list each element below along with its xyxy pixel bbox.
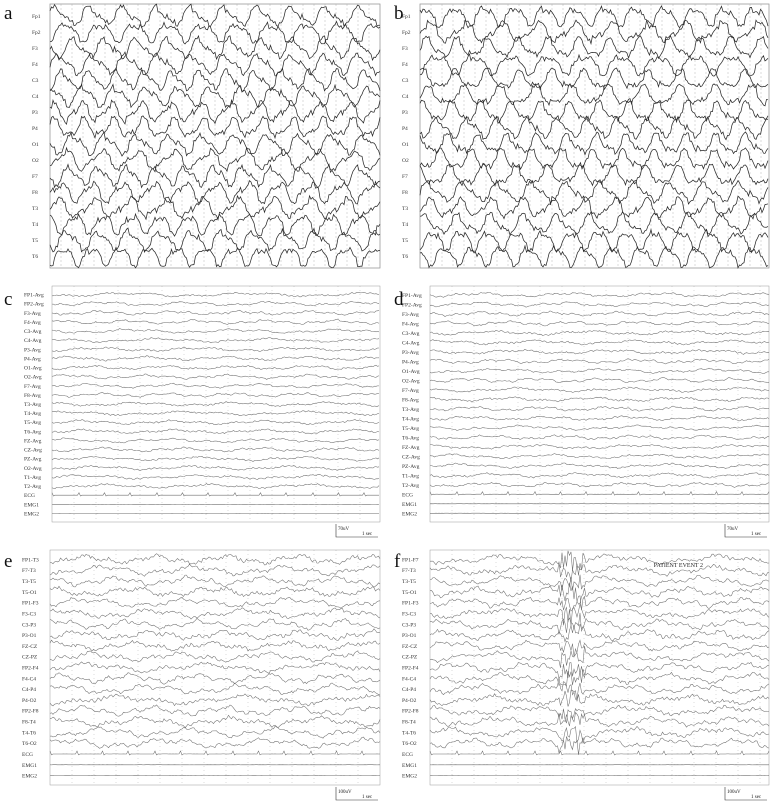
eeg-traces-c	[22, 284, 384, 540]
channel-label: F4	[32, 62, 38, 68]
channel-label: Fp2	[402, 30, 411, 36]
channel-label: C4	[402, 94, 409, 100]
channel-label: P4-Avg	[402, 359, 419, 366]
channel-label: Fp2	[32, 30, 41, 36]
channel-label: P3-O1	[402, 633, 417, 640]
channel-label: F7	[402, 174, 408, 180]
channel-label: FP2-F8	[402, 708, 419, 715]
channel-label: F8-T4	[22, 719, 36, 726]
channel-label: O2-Avg	[24, 465, 42, 472]
channel-label: T3-T5	[402, 579, 417, 586]
eeg-trace	[52, 292, 379, 297]
eeg-trace	[50, 662, 380, 673]
channel-label: C3-P3	[22, 622, 37, 629]
eeg-trace	[420, 6, 768, 28]
plot-frame	[430, 286, 769, 522]
eeg-trace	[430, 736, 769, 755]
channel-label: F3	[402, 46, 408, 52]
channel-label: FZ-Avg	[402, 444, 420, 451]
channel-label: FP1-F7	[402, 557, 419, 564]
channel-label: CZ-Avg	[24, 447, 42, 454]
eeg-trace	[52, 456, 379, 461]
channel-label: CZ-PZ	[22, 654, 38, 661]
eeg-trace	[52, 411, 379, 416]
channel-label: FP2-F4	[22, 665, 39, 672]
eeg-trace	[430, 340, 769, 345]
panel-letter-d: d	[394, 289, 404, 310]
channel-label: T2-Avg	[24, 484, 42, 491]
eeg-trace	[430, 640, 769, 656]
eeg-trace	[430, 350, 769, 355]
eeg-trace	[430, 751, 769, 755]
eeg-trace	[420, 36, 768, 58]
eeg-trace	[50, 586, 380, 596]
channel-label: T3-Avg	[402, 406, 420, 413]
channel-label: C4-P4	[22, 687, 37, 694]
channel-label: FP1-F3	[22, 600, 39, 607]
channel-label: Fp1	[402, 14, 411, 20]
eeg-traces-f	[400, 548, 773, 803]
channel-label: F8	[32, 190, 38, 196]
eeg-trace	[52, 402, 379, 407]
channel-label: T5-O1	[402, 589, 417, 596]
channel-label: PZ-Avg	[402, 463, 420, 470]
channel-label: F7	[32, 174, 38, 180]
eeg-panel-b	[392, 0, 777, 274]
channel-label: F8-T4	[402, 719, 416, 726]
eeg-trace	[430, 473, 769, 478]
channel-label: C4	[32, 94, 39, 100]
eeg-trace	[430, 463, 769, 469]
eeg-trace	[420, 54, 768, 76]
channel-label: T4-Avg	[402, 416, 420, 423]
channel-label: C4-Avg	[402, 340, 420, 347]
eeg-trace	[420, 196, 768, 219]
channel-label: F3	[32, 46, 38, 52]
channel-label: F3-C3	[402, 611, 417, 618]
eeg-trace	[50, 575, 380, 587]
channel-label: ECG	[24, 493, 35, 500]
eeg-trace	[50, 673, 380, 685]
channel-label: C3-Avg	[24, 329, 42, 336]
eeg-trace	[430, 482, 769, 487]
eeg-trace	[50, 751, 380, 755]
channel-label: O2	[402, 158, 409, 164]
eeg-trace	[50, 4, 380, 27]
channel-label: F3-C3	[22, 611, 37, 618]
channel-label: FZ-Avg	[24, 438, 42, 445]
eeg-trace	[50, 608, 380, 619]
channel-label: T4	[402, 222, 409, 228]
eeg-trace	[430, 397, 769, 402]
channel-label: C4-P4	[402, 687, 417, 694]
eeg-trace	[430, 387, 769, 393]
channel-label: O1	[32, 142, 39, 148]
eeg-trace	[52, 337, 379, 342]
scale-bar-amplitude: 70uV	[338, 527, 350, 532]
channel-label: T6-O2	[402, 741, 417, 748]
channel-label: O1-Avg	[402, 368, 420, 375]
eeg-panel-c	[0, 282, 386, 540]
channel-label: T5-Avg	[24, 420, 42, 427]
eeg-trace	[52, 347, 379, 352]
eeg-trace	[430, 368, 769, 373]
eeg-trace	[52, 356, 379, 362]
eeg-trace	[430, 454, 769, 459]
channel-label: F8-Avg	[402, 397, 419, 404]
channel-label: FP1-T3	[22, 557, 39, 564]
channel-label: F7-Avg	[402, 387, 419, 394]
channel-label: O1	[402, 142, 409, 148]
channel-label: EMG2	[402, 511, 417, 518]
channel-label: FP1-Avg	[402, 292, 422, 299]
eeg-trace	[52, 465, 379, 470]
eeg-trace	[430, 492, 769, 496]
channel-label: T5	[32, 238, 39, 244]
eeg-trace	[430, 705, 769, 723]
channel-label: T6	[402, 254, 409, 260]
channel-label: Fp1	[32, 14, 41, 20]
eeg-trace	[52, 329, 379, 334]
eeg-trace	[430, 435, 769, 440]
eeg-trace	[430, 662, 769, 678]
channel-label: EMG2	[402, 773, 417, 780]
eeg-trace	[52, 310, 379, 315]
channel-label: T1-Avg	[402, 473, 420, 480]
channel-label: ECG	[402, 492, 413, 499]
panel-letter-f: f	[394, 551, 401, 572]
channel-label: T2-Avg	[402, 482, 420, 489]
panel-letter-e: e	[4, 551, 13, 572]
eeg-trace	[50, 618, 380, 630]
channel-label: P3-O1	[22, 633, 37, 640]
channel-label: FP1-Avg	[24, 292, 44, 299]
channel-label: O2	[32, 158, 39, 164]
channel-label: P4	[402, 126, 408, 132]
channel-label: F4	[402, 62, 408, 68]
scale-bar-amplitude: 70uV	[727, 527, 739, 532]
eeg-trace	[420, 148, 768, 169]
channel-label: T3-T5	[22, 579, 37, 586]
channel-label: F7-T3	[22, 568, 36, 575]
eeg-trace	[50, 554, 380, 565]
channel-label: ECG	[22, 751, 33, 758]
eeg-trace	[420, 164, 768, 186]
eeg-trace	[420, 68, 768, 89]
eeg-trace	[430, 292, 769, 297]
channel-label: FZ-CZ	[402, 643, 418, 650]
panel-letter-b: b	[394, 3, 404, 24]
channel-label: T6-Avg	[402, 435, 420, 442]
channel-label: P3-Avg	[402, 349, 419, 356]
eeg-trace	[430, 425, 769, 431]
eeg-trace	[52, 301, 379, 306]
eeg-trace	[430, 302, 769, 307]
panel-letter-c: c	[4, 289, 13, 310]
channel-label: T3	[402, 206, 409, 212]
eeg-trace	[430, 562, 769, 582]
eeg-trace	[430, 726, 769, 743]
channel-label: T5	[402, 238, 409, 244]
eeg-trace	[430, 311, 769, 317]
scale-bar-amplitude: 100uV	[338, 790, 352, 795]
eeg-trace	[430, 444, 769, 449]
eeg-panel-d	[392, 282, 777, 540]
panel-letter-a: a	[4, 3, 13, 24]
eeg-trace	[430, 330, 769, 335]
eeg-traces-a	[30, 2, 384, 270]
channel-label: EMG2	[22, 773, 37, 780]
eeg-trace	[50, 651, 380, 662]
eeg-trace	[50, 726, 380, 738]
eeg-trace	[52, 429, 379, 434]
channel-label: P3-Avg	[24, 347, 41, 354]
eeg-traces-d	[400, 284, 773, 540]
eeg-trace	[50, 629, 380, 641]
channel-label: FZ-CZ	[22, 643, 38, 650]
channel-label: F4-C4	[22, 676, 37, 683]
channel-label: EMG1	[22, 762, 37, 769]
eeg-trace	[52, 420, 379, 425]
eeg-trace	[420, 116, 768, 140]
channel-label: O2-Avg	[24, 374, 42, 381]
eeg-trace	[52, 374, 379, 380]
eeg-panel-a	[0, 0, 386, 274]
eeg-traces-e	[20, 548, 384, 803]
eeg-trace	[52, 447, 379, 452]
channel-label: T3-Avg	[24, 402, 42, 408]
channel-label: F4-C4	[402, 676, 417, 683]
channel-label: F3-Avg	[402, 311, 419, 318]
eeg-trace	[50, 737, 380, 748]
channel-label: EMG1	[402, 501, 417, 508]
scale-bar-time: 1 sec	[751, 795, 762, 800]
eeg-trace	[420, 100, 768, 122]
eeg-trace	[50, 694, 380, 706]
channel-label: P3	[32, 110, 38, 116]
channel-label: EMG2	[24, 511, 39, 518]
eeg-trace	[420, 181, 768, 205]
scale-bar-time: 1 sec	[751, 532, 762, 537]
eeg-trace	[52, 383, 379, 388]
eeg-trace	[52, 493, 379, 496]
scale-bar-time: 1 sec	[362, 532, 373, 537]
channel-label: C3-P3	[402, 622, 417, 629]
eeg-trace	[430, 551, 769, 571]
channel-label: CZ-PZ	[402, 654, 418, 661]
eeg-trace	[430, 321, 769, 326]
channel-label: T6-O2	[22, 741, 37, 748]
eeg-trace	[430, 575, 769, 591]
channel-label: T6-Avg	[24, 429, 42, 436]
eeg-trace	[52, 438, 379, 443]
channel-label: C3	[32, 78, 39, 84]
channel-label: F4-Avg	[402, 321, 419, 328]
eeg-trace	[430, 406, 769, 411]
channel-label: P3	[402, 110, 408, 116]
event-annotation: PATIENT EVENT 2	[653, 562, 703, 569]
eeg-trace	[50, 564, 380, 576]
eeg-trace	[50, 683, 380, 695]
channel-label: EMG1	[402, 762, 417, 769]
eeg-trace	[52, 365, 379, 370]
eeg-trace	[52, 484, 379, 489]
channel-label: P4-O2	[402, 697, 417, 704]
channel-label: PZ-Avg	[24, 456, 42, 463]
channel-label: F8-Avg	[24, 392, 41, 399]
eeg-trace	[420, 20, 768, 43]
channel-label: P4-Avg	[24, 356, 41, 363]
scale-bar-time: 1 sec	[362, 795, 373, 800]
channel-label: FP2-Avg	[402, 302, 422, 309]
channel-label: O1-Avg	[24, 365, 42, 372]
eeg-trace	[50, 597, 380, 608]
eeg-trace	[430, 596, 769, 611]
channel-label: ECG	[402, 751, 413, 758]
eeg-panel-e	[0, 546, 386, 803]
channel-label: F8	[402, 190, 408, 196]
channel-label: C3-Avg	[402, 330, 420, 337]
channel-label: FP2-F8	[22, 708, 39, 715]
channel-label: T4-Avg	[24, 411, 42, 418]
channel-label: O2-Avg	[402, 378, 420, 385]
eeg-trace	[52, 393, 379, 398]
channel-label: T1-Avg	[24, 474, 42, 481]
eeg-traces-b	[400, 2, 773, 270]
channel-label: FP2-Avg	[24, 301, 44, 308]
channel-label: CZ-Avg	[402, 454, 420, 461]
channel-label: EMG1	[24, 502, 39, 509]
eeg-trace	[430, 712, 769, 727]
eeg-trace	[50, 640, 380, 651]
eeg-trace	[430, 583, 769, 605]
channel-label: F4-Avg	[24, 319, 41, 326]
channel-label: T5-O1	[22, 589, 37, 596]
channel-label: F7-T3	[402, 568, 416, 575]
eeg-trace	[420, 230, 768, 252]
channel-label: T6	[32, 254, 39, 260]
eeg-trace	[430, 378, 769, 383]
channel-label: T4	[32, 222, 39, 228]
eeg-trace	[50, 68, 380, 91]
scale-bar-amplitude: 100uV	[727, 790, 741, 795]
eeg-trace	[430, 359, 769, 364]
channel-label: T4-T6	[22, 730, 37, 737]
channel-label: P4-O2	[22, 697, 37, 704]
channel-label: P4	[32, 126, 38, 132]
channel-label: FP1-F3	[402, 600, 419, 607]
channel-label: F3-Avg	[24, 310, 41, 317]
eeg-trace	[50, 715, 380, 728]
channel-label: T4-T6	[402, 730, 417, 737]
eeg-trace	[430, 690, 769, 706]
eeg-trace	[50, 705, 380, 716]
eeg-trace	[52, 474, 379, 479]
channel-label: F7-Avg	[24, 383, 41, 390]
channel-label: T5-Avg	[402, 425, 420, 432]
eeg-trace	[430, 613, 769, 634]
channel-label: C3	[402, 78, 409, 84]
eeg-trace	[430, 416, 769, 421]
channel-label: FP2-F4	[402, 665, 419, 672]
eeg-trace	[52, 319, 379, 324]
channel-label: C4-Avg	[24, 338, 42, 345]
eeg-trace	[50, 85, 380, 108]
channel-label: T3	[32, 206, 39, 212]
eeg-panel-f	[392, 546, 777, 803]
